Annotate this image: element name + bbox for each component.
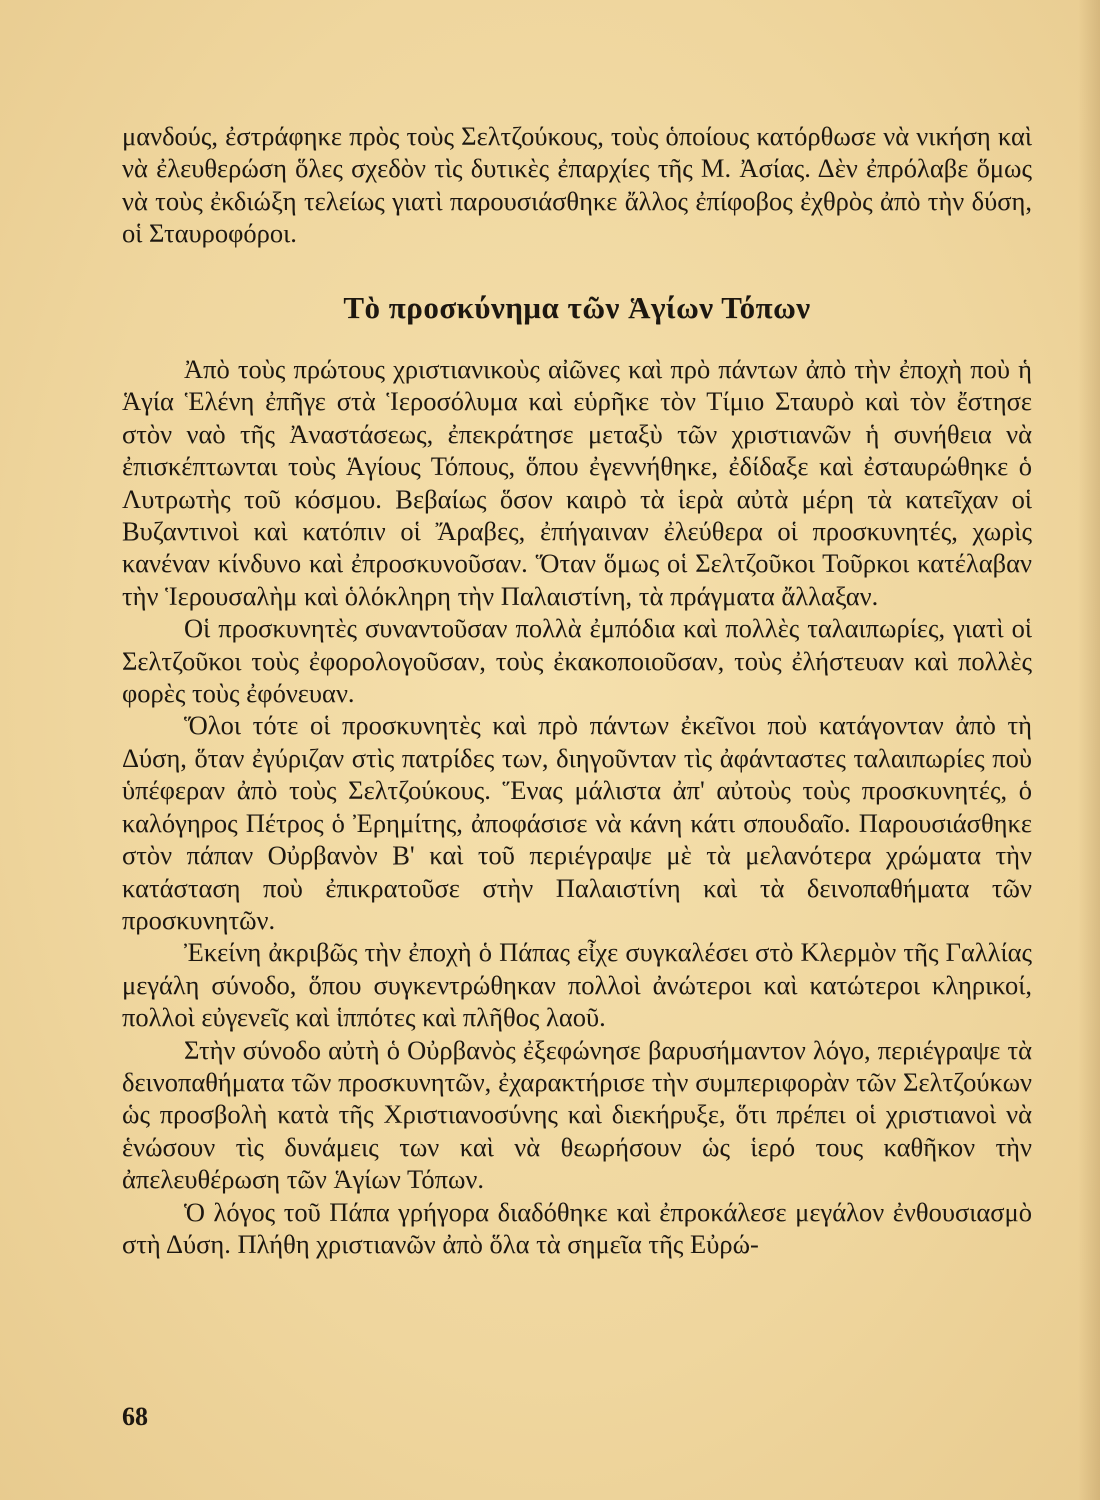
- paragraph-2: Οἱ προσκυνητὲς συναντοῦσαν πολλὰ ἐμπόδια καὶ πολλὲς ταλαιπωρίες, γιατὶ οἱ Σελτζοῦκοι τοὺς ἐφορολογοῦσαν, τοὺς ἐκακοποιοῦσαν, τοὺς ἐλήστευαν καὶ πολλὲς φορὲς τοὺς ἐφόνευαν.: [122, 613, 1032, 709]
- paragraph-5: Στὴν σύνοδο αὐτὴ ὁ Οὐρβανὸς ἐξεφώνησε βαρυσήμαντον λόγο, περιέγραψε τὰ δεινοπαθήματα τῶν προσκυνητῶν, ἐχαρακτήρισε τὴν συμπεριφορὰν τῶν Σελτζούκων ὡς προσβολὴ κατὰ τῆς Χριστιανοσύνης καὶ διεκήρυξε, ὅτι πρέπει οἱ χριστιανοὶ νὰ ἑνώσουν τὶς δυνάμεις των καὶ νὰ θεωρήσουν ὡς ἱερό τους καθῆκον τὴν ἀπελευθέρωση τῶν Ἁγίων Τόπων.: [122, 1034, 1032, 1195]
- page-number: 68: [122, 1402, 148, 1431]
- section-heading: Τὸ προσκύνημα τῶν Ἁγίων Τόπων: [343, 290, 811, 325]
- section-body: [122, 353, 1032, 1260]
- page-edge-shadow: [1078, 0, 1100, 1500]
- continuation-paragraph: μανδούς, ἐστράφηκε πρὸς τοὺς Σελτζούκους, τοὺς ὁποίους κατόρθωσε νὰ νικήση καὶ νὰ ἐλευθερώση ὅλες σχεδὸν τὶς δυτικὲς ἐπαρχίες τῆς Μ. Ἀσίας. Δὲν ἐπρόλαβε ὅμως νὰ τοὺς ἐκδιώξη τελείως γιατὶ παρουσιάσθηκε ἄλλος ἐπίφοβος ἐχθρὸς ἀπὸ τὴν δύση, οἱ Σταυροφόροι.: [122, 121, 1032, 249]
- paragraph-4: Ἐκείνη ἀκριβῶς τὴν ἐποχὴ ὁ Πάπας εἶχε συγκαλέσει στὸ Κλερμὸν τῆς Γαλλίας μεγάλη σύνοδο, ὅπου συγκεντρώθηκαν πολλοὶ ἀνώτεροι καὶ κατώτεροι κληρικοί, πολλοὶ εὐγενεῖς καὶ ἱππότες καὶ πλῆθος λαοῦ.: [122, 937, 1032, 1033]
- paragraph-1: Ἀπὸ τοὺς πρώτους χριστιανικοὺς αἰῶνες καὶ πρὸ πάντων ἀπὸ τὴν ἐποχὴ ποὺ ἡ Ἁγία Ἑλένη ἐπῆγε στὰ Ἱεροσόλυμα καὶ εὑρῆκε τὸν Τίμιο Σταυρὸ καὶ τὸν ἔστησε στὸν ναὸ τῆς Ἀναστάσεως, ἐπεκράτησε μεταξὺ τῶν χριστιανῶν ἡ συνήθεια νὰ ἐπισκέπτωνται τοὺς Ἁγίους Τόπους, ὅπου ἐγεννήθηκε, ἐδίδαξε καὶ ἐσταυρώθηκε ὁ Λυτρωτὴς τοῦ κόσμου. Βεβαίως ὅσον καιρὸ τὰ ἱερὰ αὐτὰ μέρη τὰ κατεῖχαν οἱ Βυζαντινοὶ καὶ κατόπιν οἱ Ἄραβες, ἐπήγαιναν ἐλεύθερα οἱ προσκυνητές, χωρὶς κανέναν κίνδυνο καὶ ἐπροσκυνοῦσαν. Ὅταν ὅμως οἱ Σελτζοῦκοι Τοῦρκοι κατέλαβαν τὴν Ἱερουσαλὴμ καὶ ὁλόκληρη τὴν Παλαιστίνη, τὰ πράγματα ἄλλαξαν.: [122, 354, 1032, 611]
- paragraph-3: Ὅλοι τότε οἱ προσκυνητὲς καὶ πρὸ πάντων ἐκεῖνοι ποὺ κατάγονταν ἀπὸ τὴ Δύση, ὅταν ἐγύριζαν στὶς πατρίδες των, διηγοῦνταν τὶς ἀφάνταστες ταλαιπωρίες ποὺ ὑπέφεραν ἀπὸ τοὺς Σελτζούκους. Ἕνας μάλιστα ἀπ' αὐτοὺς τοὺς προσκυνητές, ὁ καλόγηρος Πέτρος ὁ Ἐρημίτης, ἀποφάσισε νὰ κάνη κάτι σπουδαῖο. Παρουσιάσθηκε στὸν πάπαν Οὐρβανὸν Β' καὶ τοῦ περιέγραψε μὲ τὰ μελανότερα χρώματα τὴν κατάσταση ποὺ ἐπικρατοῦσε στὴν Παλαιστίνη καὶ τὰ δεινοπαθήματα τῶν προσκυνητῶν.: [122, 710, 1032, 935]
- paragraph-6: Ὁ λόγος τοῦ Πάπα γρήγορα διαδόθηκε καὶ ἐπροκάλεσε μεγάλον ἐνθουσιασμὸ στὴ Δύση. Πλήθη χριστιανῶν ἀπὸ ὅλα τὰ σημεῖα τῆς Εὐρώ-: [122, 1196, 1032, 1259]
